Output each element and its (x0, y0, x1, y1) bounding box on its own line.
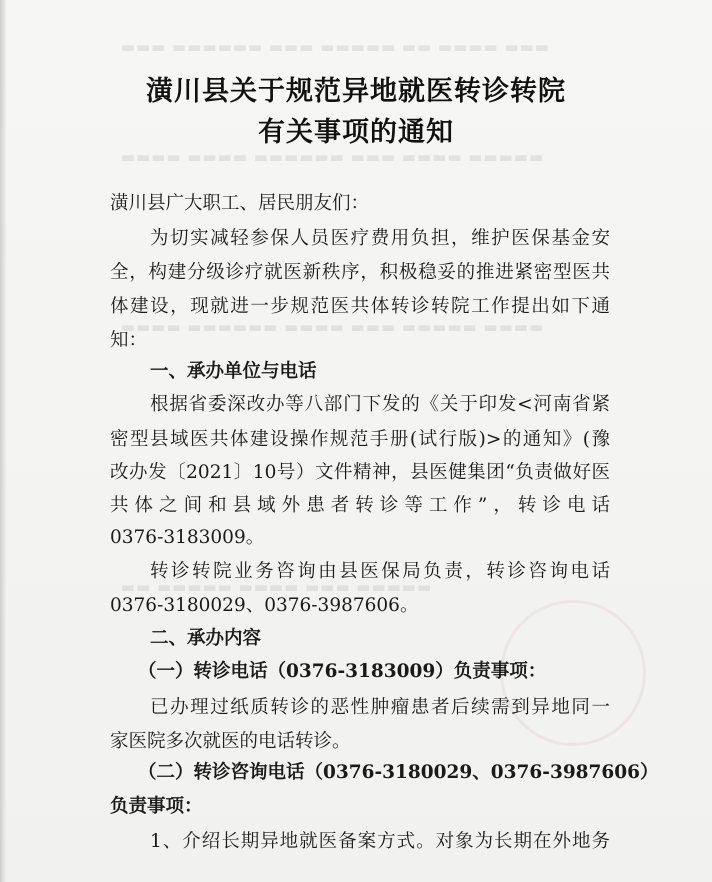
subsection2-heading-cont: 负责事项： (110, 796, 203, 817)
bleed-through-text: ▬▬▬ ▬▬▬▬ ▬▬ ▬▬▬▬▬ ▬▬▬ ▬▬▬▬▬▬ ▬▬▬ (120, 38, 550, 56)
section1-para1-line: 根据省委深改办等八部门下发的《关于印发<河南省紧 (150, 394, 610, 415)
section1-heading: 一、承办单位与电话 (150, 361, 317, 382)
section1-para2-line: 转诊转院业务咨询由县医保局负责，转诊咨询电话 (150, 561, 610, 582)
bleed-through-text: ▬▬▬▬▬ ▬▬▬▬ ▬▬▬ ▬▬▬▬▬▬ ▬▬▬▬ ▬▬▬▬ (120, 148, 544, 166)
section1-para2-line: 0376-3180029、0376-3987606。 (110, 595, 419, 616)
subsection1-text-line: 已办理过纸质转诊的恶性肿瘤患者后续需到异地同一 (150, 697, 610, 718)
section1-para1-line: 0376-3183009。 (110, 527, 265, 548)
document-title-line1: 潢川县关于规范异地就医转诊转院 (146, 76, 566, 107)
item-1: 1、介绍长期异地就医备案方式。对象为长期在外地务 (150, 831, 610, 852)
subsection2-heading: （二）转诊咨询电话（0376-3180029、0376-3987606） (138, 762, 659, 783)
intro-line: 全，构建分级诊疗就医新秩序，积极稳妥的推进紧密型医共 (110, 262, 610, 283)
section2-heading: 二、承办内容 (150, 628, 262, 649)
bleed-through-text: ▬▬▬▬▬ ▬▬▬ ▬▬▬▬ ▬▬▬▬▬ ▬▬ (120, 578, 432, 596)
intro-line: 知： (110, 330, 148, 351)
salutation: 潢川县广大职工、居民朋友们： (110, 193, 370, 214)
subsection1-text-line: 家医院多次就医的电话转诊。 (110, 731, 351, 752)
section1-para1-line: 改办发〔2021〕10号）文件精神，县医健集团“负责做好医 (110, 462, 610, 483)
bleed-through-text: ▬▬▬▬ ▬▬▬▬▬ ▬▬▬ ▬▬▬▬ ▬▬▬▬▬▬ ▬▬▬▬ (120, 318, 544, 336)
section1-para1-line: 密型县域医共体建设操作规范手册(试行版)>的通知》(豫 (110, 429, 610, 450)
section1-para1-line: 共体之间和县域外患者转诊等工作”，转诊电话 (110, 495, 610, 516)
intro-line: 体建设，现就进一步规范医共体转诊转院工作提出如下通 (110, 296, 610, 317)
intro-line: 为切实减轻参保人员医疗费用负担，维护医保基金安 (150, 228, 610, 249)
document-title-line2: 有关事项的通知 (258, 117, 454, 148)
subsection1-heading: （一）转诊电话（0376-3183009）负责事项： (138, 661, 547, 682)
